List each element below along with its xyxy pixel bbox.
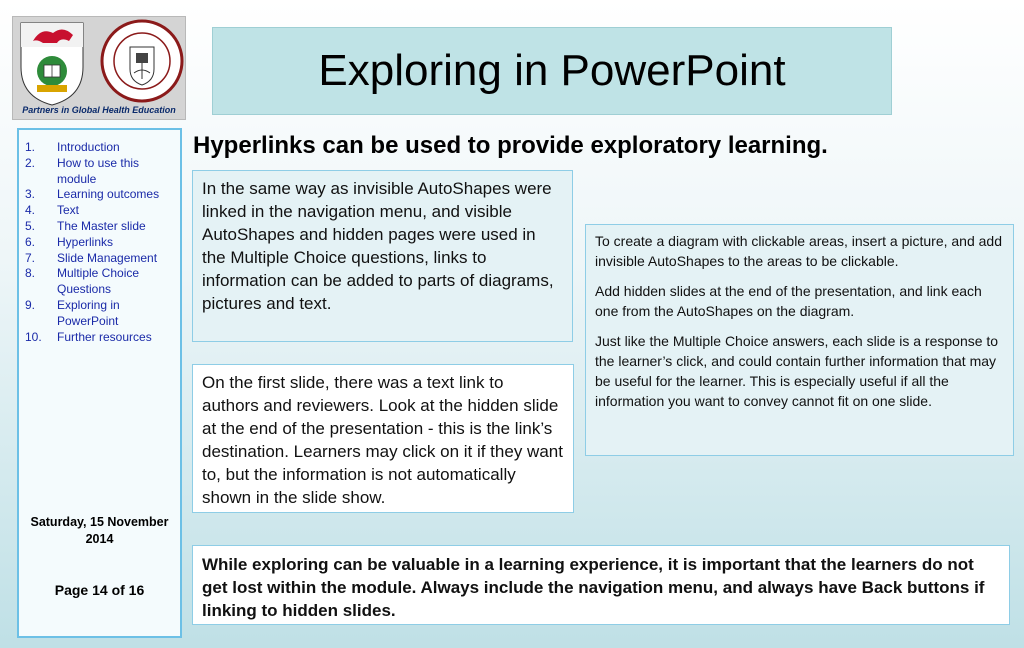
text-card-warning: While exploring can be valuable in a learning experience, it is important that the learners do not get lost within the module. Always include the navigation menu, and always have Back buttons if linking to hidden slides. <box>192 545 1010 625</box>
nav-item-number: 4. <box>25 203 36 218</box>
shield-crest-icon <box>21 23 83 105</box>
nav-link-slide-management[interactable]: Slide Management <box>57 250 158 265</box>
nav-list <box>25 140 176 345</box>
nav-item[interactable] <box>25 251 176 267</box>
slide-headline: Hyperlinks can be used to provide exploratory learning. <box>193 132 828 159</box>
nav-item[interactable] <box>25 298 176 330</box>
nav-item[interactable] <box>25 187 176 203</box>
nav-item-number: 6. <box>25 234 36 249</box>
nav-item-number: 5. <box>25 218 36 233</box>
partner-logos <box>12 16 186 120</box>
nav-link-how-to-use[interactable]: How to use this module <box>57 155 140 186</box>
slide-date: Saturday, 15 November 2014 <box>30 515 169 546</box>
page-number: Page 14 of 16 <box>54 582 145 598</box>
nav-item[interactable] <box>25 266 176 298</box>
nav-item[interactable] <box>25 330 176 346</box>
nav-link-hyperlinks[interactable]: Hyperlinks <box>57 234 114 249</box>
nav-link-introduction[interactable]: Introduction <box>57 140 120 154</box>
nav-item[interactable] <box>25 140 176 156</box>
nav-item[interactable] <box>25 156 176 188</box>
title-banner <box>212 27 892 115</box>
diagram-paragraph-2: Add hidden slides at the end of the presentation, and link each one from the AutoShapes on the diagram. <box>595 283 982 319</box>
logo-caption: Partners in Global Health Education <box>22 105 176 115</box>
nav-item-number: 9. <box>25 297 36 312</box>
nav-item-number: 8. <box>25 266 36 281</box>
nav-link-multiple-choice[interactable]: Multiple Choice Questions <box>57 266 140 297</box>
nav-link-master-slide[interactable]: The Master slide <box>57 218 146 233</box>
nav-item-number: 7. <box>25 250 36 265</box>
nav-link-text[interactable]: Text <box>57 203 80 218</box>
nav-link-exploring[interactable]: Exploring in PowerPoint <box>57 297 120 328</box>
diagram-paragraph-1: To create a diagram with clickable areas, insert a picture, and add invisible AutoShapes to the areas to be clickable. <box>595 233 1002 269</box>
nav-link-further-resources[interactable]: Further resources <box>57 329 152 344</box>
page-title: Exploring in PowerPoint <box>318 46 786 95</box>
college-seal-icon <box>102 21 182 101</box>
nav-item[interactable] <box>25 219 176 235</box>
diagram-paragraph-3: Just like the Multiple Choice answers, each slide is a response to the learner’s click, and could contain further information that may be useful for the learner. This is especially useful if all the information you want to convey cannot fit on one slide. <box>595 333 999 409</box>
nav-link-learning-outcomes[interactable]: Learning outcomes <box>57 187 160 202</box>
text-card-autoshapes: In the same way as invisible AutoShapes were linked in the navigation menu, and visible AutoShapes and hidden pages were used in the Multiple Choice questions, links to information can be added to parts of diagrams, pictures and text. <box>192 170 573 342</box>
nav-item-number: 10. <box>25 329 42 344</box>
nav-item-number: 2. <box>25 155 36 170</box>
nav-item[interactable] <box>25 235 176 251</box>
nav-item-number: 3. <box>25 187 36 202</box>
nav-item[interactable] <box>25 203 176 219</box>
nav-item-number: 1. <box>25 140 36 154</box>
navigation-menu <box>17 128 182 638</box>
logo-graphics <box>13 17 185 107</box>
text-card-diagram <box>585 224 1014 456</box>
text-card-first-slide: On the first slide, there was a text link to authors and reviewers. Look at the hidden slide at the end of the presentation - this is the link’s destination. Learners may click on it if they want to, but the information is not automatically shown in the slide show. <box>192 364 574 513</box>
